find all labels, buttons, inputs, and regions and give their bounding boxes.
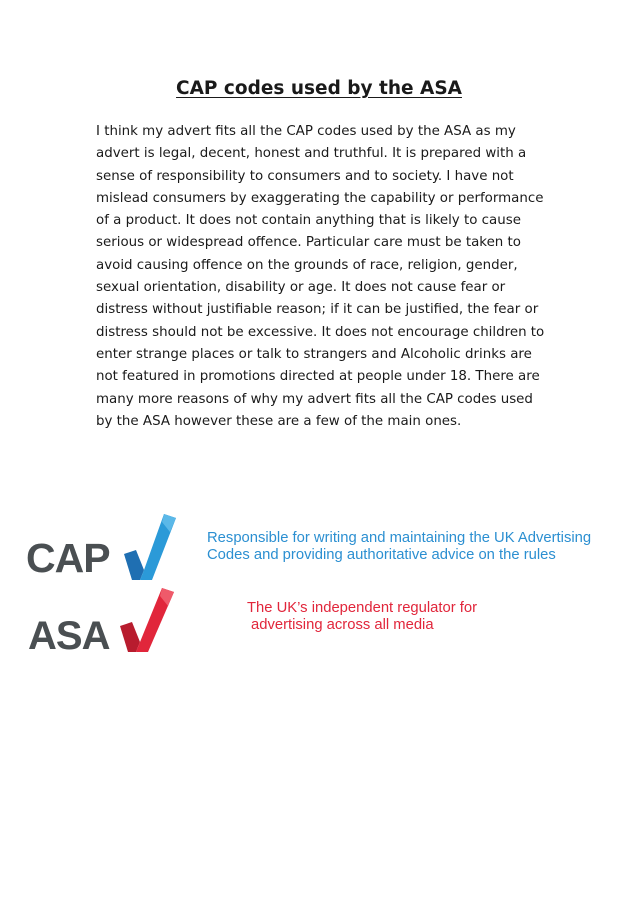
body-paragraph: I think my advert fits all the CAP codes used by the ASA as my advert is legal, decent, honest and truthful. It is prepared with a sense of responsibility to consumers and to society. I have not mislead consumers by exaggerating the capability or performance of a product. It does not contain anything that is likely to cause serious or widespread offence. Particular care must be taken to avoid causing offence on the grounds of race, religion, gender, sexual orientation, disability or age. It does not cause fear or distress without justifiable reason; if it can be justified, the fear or distress should not be excessive. It does not encourage children to enter strange places or talk to strangers and Alcoholic drinks are not featured in promotions directed at people under 18. There are many more reasons of why my advert fits all the CAP codes used by the ASA however these are a few of the main ones.	[96, 124, 545, 429]
cap-wordmark: CAP	[26, 535, 110, 581]
cap-tagline	[207, 530, 627, 564]
page-title: CAP codes used by the ASA	[176, 78, 462, 99]
asa-tagline	[247, 600, 607, 634]
cap-tagline-line2: Codes and providing authoritative advice on the rules	[207, 547, 556, 563]
cap-logo-row	[0, 508, 638, 588]
asa-wordmark: ASA	[28, 614, 110, 658]
checkmark-icon	[120, 510, 176, 582]
asa-logo-row	[0, 586, 638, 656]
cap-tagline-line1: Responsible for writing and maintaining the UK Advertising	[207, 530, 592, 546]
asa-tagline-line2: advertising across all media	[251, 617, 434, 633]
checkmark-icon	[116, 586, 174, 654]
asa-tagline-line1: The UK’s independent regulator for	[247, 600, 478, 616]
